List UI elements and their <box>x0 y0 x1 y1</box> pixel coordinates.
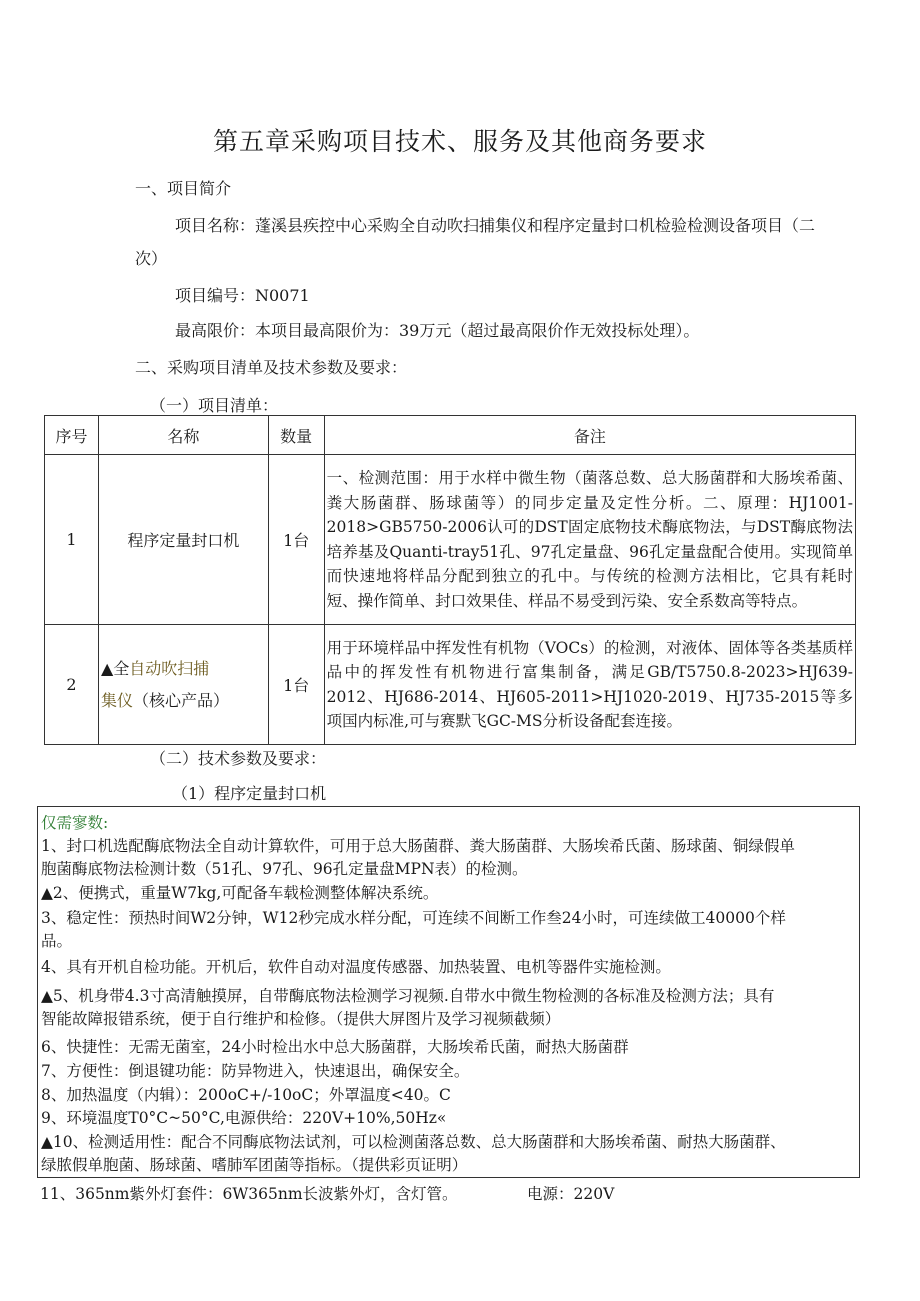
row2-remark: 用于环境样品中挥发性有机物（VOCs）的检测，对液体、固体等各类基质样品中的挥发性有机物进行富集制备，满足GB/T5750.8-2023>HJ639-2012、HJ686-2014、HJ605-2011>HJ1020-2019、HJ735-2015等多项国内标准,可与赛默飞GC-MS分析设备配套连接。 <box>324 625 855 745</box>
param-11-power: 电源：220V <box>527 1185 615 1203</box>
max-price: 最高限价：本项目最高限价为：39万元（超过最高限价作无效投标处理）。 <box>175 321 700 340</box>
param-10b: 绿脓假单胞菌、肠球菌、嗜肺军团菌等指标。（提供彩页证明） <box>41 1156 468 1174</box>
row2-name-b: 自动吹扫捕 <box>129 658 210 678</box>
row1-remark: 一、检测范围：用于水样中微生物（菌落总数、总大肠菌群和大肠埃希菌、粪大肠菌群、肠球菌等）的同步定量及定性分析。二、原理：HJ1001-2018>GB5750-2006认可的DST固定底物技术酶底物法，与DST酶底物法培养基及Quanti-tray51孔、97孔定量盘、96孔定量盘配合使用。实现简单而快速地将样品分配到独立的孔中。与传统的检测方法相比，它具有耗时短、操作简单、封口效果佳、样品不易受到污染、安全系数高等特点。 <box>324 455 855 625</box>
subsection-list-heading: （一）项目清单： <box>150 396 279 415</box>
param-6: 6、快捷性：无需无菌室，24小时检出水中总大肠菌群，大肠埃希氏菌，耐热大肠菌群 <box>41 1038 629 1056</box>
param-5a: ▲5、机身带4.3寸高清触摸屏，自带酶底物法检测学习视频.自带水中微生物检测的各标准及检测方法；具有 <box>41 987 775 1005</box>
table-row <box>45 625 856 745</box>
param-5b: 智能故障报错系统，便于自行维护和检修。（提供大屏图片及学习视频截频） <box>41 1010 561 1028</box>
section-1-heading: 一、项目简介 <box>135 179 232 198</box>
row2-name-d: （核心产品） <box>132 690 229 710</box>
subsection-sealer-heading: （1）程序定量封口机 <box>172 784 327 803</box>
row2-name-a: ▲全 <box>100 658 130 678</box>
row2-name <box>98 625 268 745</box>
param-3b: 品。 <box>41 932 73 950</box>
subsection-params-heading: （二）技术参数及要求： <box>150 749 327 768</box>
param-7: 7、方便性：倒退键功能：防异物进入，快速退出，确保安全。 <box>41 1062 470 1080</box>
row2-name-c: 集仪 <box>100 690 133 710</box>
row1-no: 1 <box>45 455 99 625</box>
header-no: 序号 <box>45 416 99 455</box>
parameters-box <box>37 806 860 1178</box>
project-code: 项目编号：N0071 <box>175 286 310 305</box>
table-row <box>45 455 856 625</box>
param-3a: 3、稳定性：预热时间W2分钟，W12秒完成水样分配，可连续不间断工作叁24小时，可连续做工40000个样 <box>41 909 786 927</box>
param-1a: 1、封口机选配酶底物法全自动计算软件，可用于总大肠菌群、粪大肠菌群、大肠埃希氏菌、肠球菌、铜绿假单 <box>41 837 795 855</box>
row1-name: 程序定量封口机 <box>98 455 268 625</box>
row2-no: 2 <box>45 625 99 745</box>
procurement-table <box>44 415 856 745</box>
param-11: 11、365nm紫外灯套件：6W365nm长波紫外灯，含灯管。 <box>40 1185 458 1203</box>
section-2-heading: 二、采购项目清单及技术参数及要求： <box>135 358 408 377</box>
params-head: 仅需寥数: <box>41 814 109 832</box>
param-8: 8、加热温度（内辑）：200oC+/-10oC；外罩温度<40。C <box>41 1086 451 1104</box>
table-header-row <box>45 416 856 455</box>
param-10a: ▲10、检测适用性：配合不同酶底物法试剂，可以检测菌落总数、总大肠菌群和大肠埃希菌、耐热大肠菌群、 <box>41 1133 786 1151</box>
project-name-line2: 次） <box>135 249 168 268</box>
page-title: 第五章采购项目技术、服务及其他商务要求 <box>212 127 707 156</box>
row1-qty: 1台 <box>268 455 324 625</box>
param-1b: 胞菌酶底物法检测计数（51孔、97孔、96孔定量盘MPN表）的检测。 <box>41 860 528 878</box>
header-name: 名称 <box>98 416 268 455</box>
row2-qty: 1台 <box>268 625 324 745</box>
param-4: 4、具有开机自检功能。开机后，软件自动对温度传感器、加热装置、电机等器件实施检测。 <box>41 958 671 976</box>
param-9: 9、环境温度T0°C~50°C,电源供给：220V+10%,50Hz« <box>41 1109 447 1127</box>
header-qty: 数量 <box>268 416 324 455</box>
param-2: ▲2、便携式，重量W7kg,可配备车载检测整体解决系统。 <box>41 884 439 902</box>
project-name-line1: 项目名称：蓬溪县疾控中心采购全自动吹扫捕集仪和程序定量封口机检验检测设备项目（二 <box>175 216 816 235</box>
header-remark: 备注 <box>324 416 855 455</box>
